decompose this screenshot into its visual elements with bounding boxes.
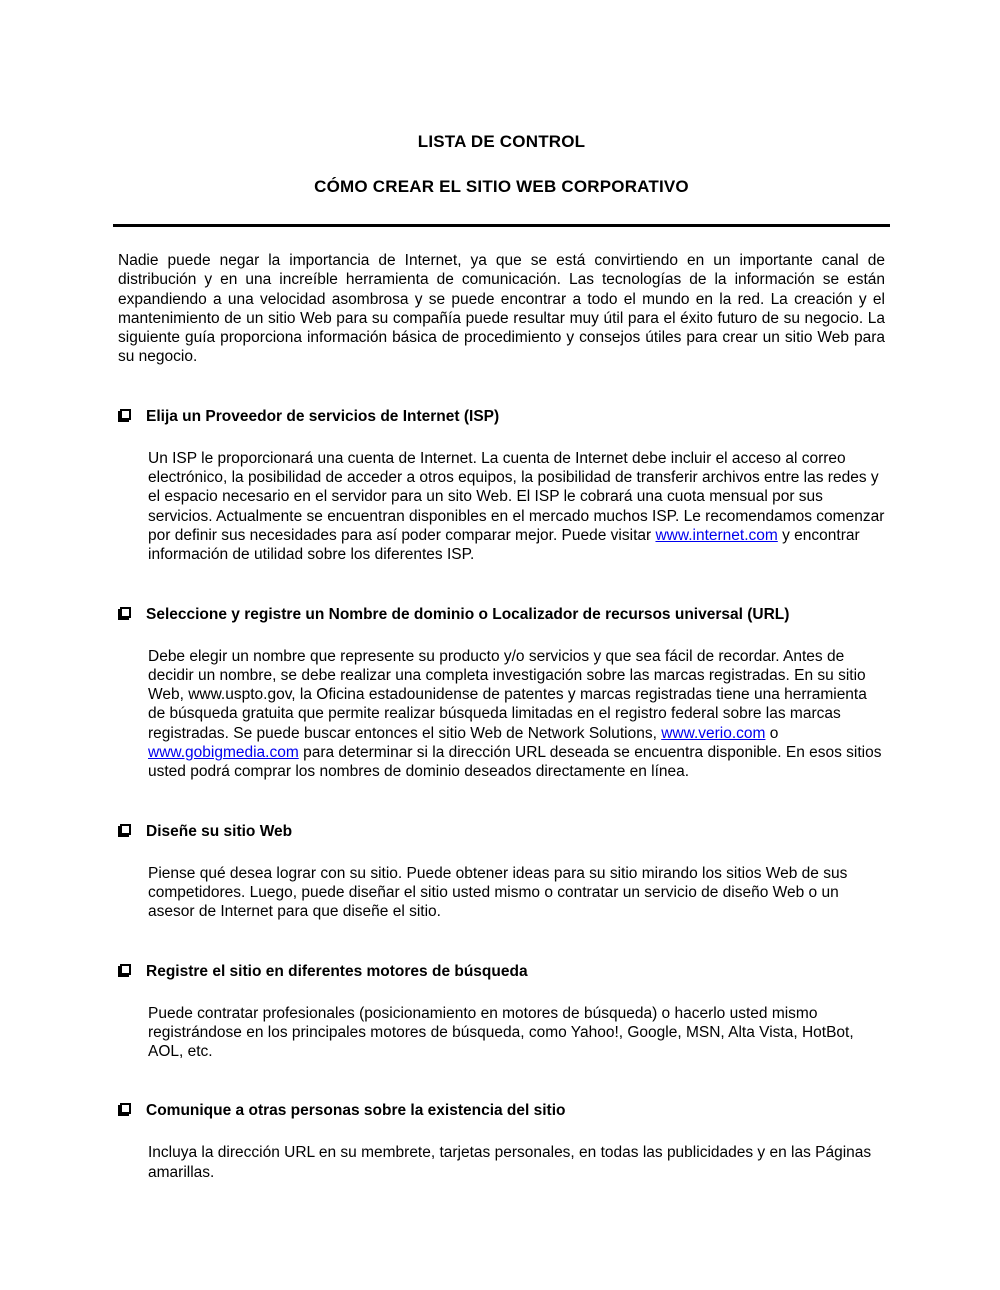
section-heading [118,407,885,427]
title-divider [113,224,890,227]
section-body: Debe elegir un nombre que represente su producto y/o servicios y que sea fácil de recordar. Antes de decidir un nombre, se debe realizar una completa investigación sobre las marcas registradas. En su sitio Web, www.uspto.gov, la Oficina estadounidense de patentes y marcas registradas tiene una herramienta de búsqueda gratuita que permite realizar búsqueda limitadas en el registro federal sobre las marcas registradas. Se puede buscar entonces el sitio Web de Network Solutions, www.verio.com o www.gobigmedia.com para determinar si la dirección URL deseada se encuentra disponible. En esos sitios usted podrá comprar los nombres de dominio deseados directamente en línea. [148,647,882,781]
section-heading [118,1101,885,1121]
document-link[interactable]: www.gobigmedia.com [148,744,299,762]
checkbox-icon [120,409,131,420]
document-link[interactable]: www.internet.com [655,526,778,544]
checklist-section [118,1101,885,1182]
section-body: Un ISP le proporcionará una cuenta de Internet. La cuenta de Internet debe incluir el acceso al correo electrónico, la posibilidad de acceder a otros equipos, la posibilidad de transferir archivos entre las redes y el espacio necesario en el servidor para un sito Web. El ISP le cobrará una cuota mensual por sus servicios. Actualmente se encuentran disponibles en el mercado muchos ISP. Le recomendamos comenzar por definir sus necesidades para así poder comparar mejor. Puede visitar www.internet.com y encontrar información de utilidad sobre los diferentes ISP. [148,449,885,564]
section-body: Puede contratar profesionales (posicionamiento en motores de búsqueda) o hacerlo usted mismo registrándose en los principales motores de búsqueda, como Yahoo!, Google, MSN, Alta Vista, HotBot, AOL, etc. [148,1004,854,1061]
checklist-section [118,962,885,1062]
document-link[interactable]: www.verio.com [661,724,766,742]
section-heading-label: Comunique a otras personas sobre la existencia del sitio [146,1102,566,1120]
section-body: Incluya la dirección URL en su membrete, tarjetas personales, en todas las publicidades y en las Páginas amarillas. [148,1144,872,1181]
checkbox-icon [120,824,131,835]
document-subtitle: CÓMO CREAR EL SITIO WEB CORPORATIVO [314,177,689,196]
section-heading-label: Registre el sitio en diferentes motores de búsqueda [146,962,528,980]
checklist-section [118,407,885,565]
section-heading-label: Seleccione y registre un Nombre de dominio o Localizador de recursos universal (URL) [146,605,790,623]
checkbox-icon [120,1103,131,1114]
document-title: LISTA DE CONTROL [417,132,586,151]
checklist-sections [118,407,885,1182]
intro-paragraph: Nadie puede negar la importancia de Internet, ya que se está convirtiendo en un importante canal de distribución y en una increíble herramienta de comunicación. Las tecnologías de la información se están expandiendo a una velocidad asombrosa y se puede encontrar a todo el mundo en la red. La creación y el mantenimiento de un sitio Web para su compañía puede resultar muy útil para el éxito futuro de su negocio. La siguiente guía proporciona información básica de procedimiento y consejos útiles para crear un sitio Web para su negocio. [118,252,885,366]
checkbox-icon [120,607,131,618]
checkbox-icon [120,964,131,975]
section-heading [118,605,885,625]
section-heading-label: Elija un Proveedor de servicios de Internet (ISP) [146,407,500,425]
checklist-section [118,605,885,782]
section-heading-label: Diseñe su sitio Web [146,822,293,840]
section-body: Piense qué desea lograr con su sitio. Puede obtener ideas para su sitio mirando los sitios Web de sus competidores. Luego, puede diseñar el sitio usted mismo o contratar un servicio de diseño Web o un asesor de Internet para que diseñe el sitio. [148,864,848,921]
section-heading [118,962,885,982]
checklist-section [118,822,885,922]
section-heading [118,822,885,842]
